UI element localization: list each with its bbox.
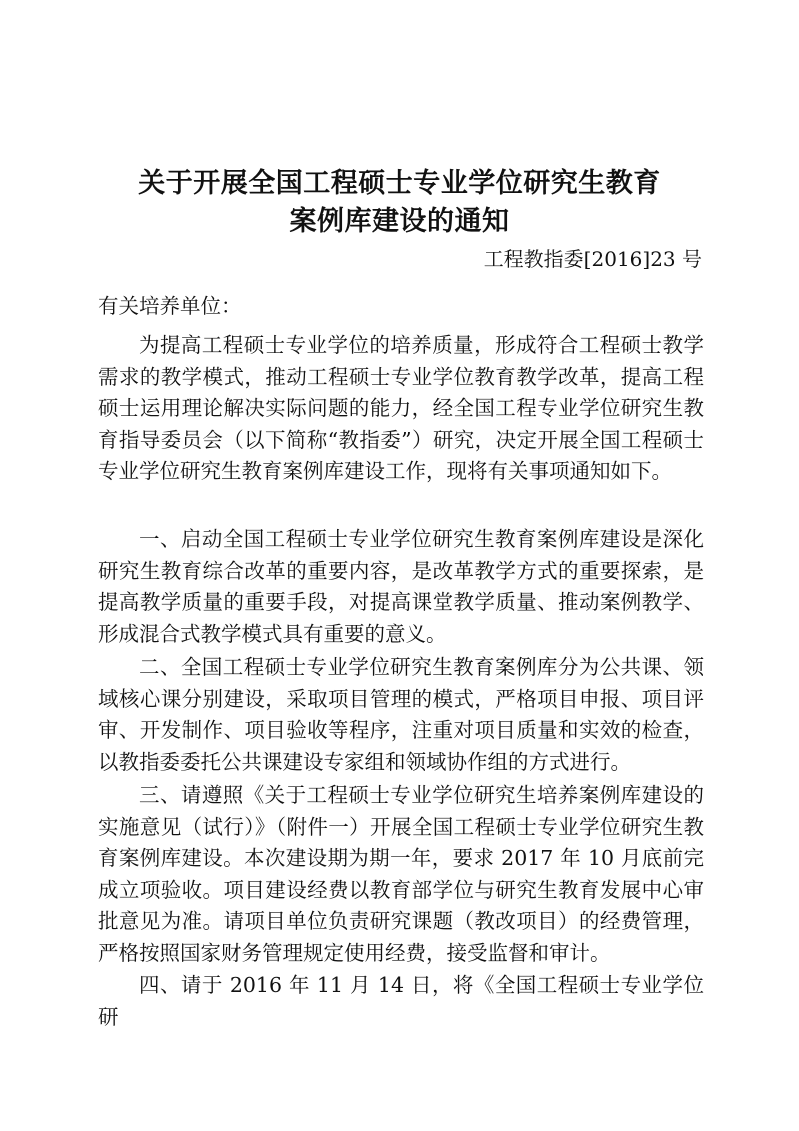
paragraph-item-4 (98, 970, 704, 1033)
salutation: 有关培养单位： (98, 294, 242, 318)
paragraph-text: 一、启动全国工程硕士专业学位研究生教育案例库建设是深化研究生教育综合改革的重要内容，是改革教学方式的重要探索，是提高教学质量的重要手段，对提高课堂教学质量、推动案例教学、形成混合式教学模式具有重要的意义。 (98, 527, 704, 646)
paragraph-item-1 (98, 524, 704, 650)
paragraph-item-3 (98, 780, 704, 969)
paragraph-text: 三、请遵照《关于工程硕士专业学位研究生培养案例库建设的实施意见（试行）》（附件一）开展全国工程硕士专业学位研究生教育案例库建设。本次建设期为期一年，要求 2017 年 10 月底前完成立项验收。项目建设经费以教育部学位与研究生教育发展中心审批意见为准。请项目单位负责研究课题（教改项目）的经费管理，严格按照国家财务管理规定使用经费，接受监督和审计。 (98, 783, 704, 965)
paragraph-text: 为提高工程硕士专业学位的培养质量，形成符合工程硕士教学需求的教学模式，推动工程硕士专业学位教育教学改革，提高工程硕士运用理论解决实际问题的能力，经全国工程专业学位研究生教育指导委员会（以下简称“教指委”）研究，决定开展全国工程硕士专业学位研究生教育案例库建设工作，现将有关事项通知如下。 (98, 333, 704, 483)
document-title-line-1: 关于开展全国工程硕士专业学位研究生教育 (138, 168, 661, 199)
paragraph-text: 四、请于 2016 年 11 月 14 日，将《全国工程硕士专业学位研 (98, 973, 704, 1029)
document-title-line-2: 案例库建设的通知 (289, 206, 510, 237)
paragraph-item-2 (98, 652, 704, 778)
paragraph-text: 二、全国工程硕士专业学位研究生教育案例库分为公共课、领域核心课分别建设，采取项目管理的模式，严格项目申报、项目评审、开发制作、项目验收等程序，注重对项目质量和实效的检查，以教指委委托公共课建设专家组和领域协作组的方式进行。 (98, 655, 704, 774)
document-number: 工程教指委[2016]23 号 (483, 247, 702, 271)
paragraph-intro (98, 330, 704, 488)
